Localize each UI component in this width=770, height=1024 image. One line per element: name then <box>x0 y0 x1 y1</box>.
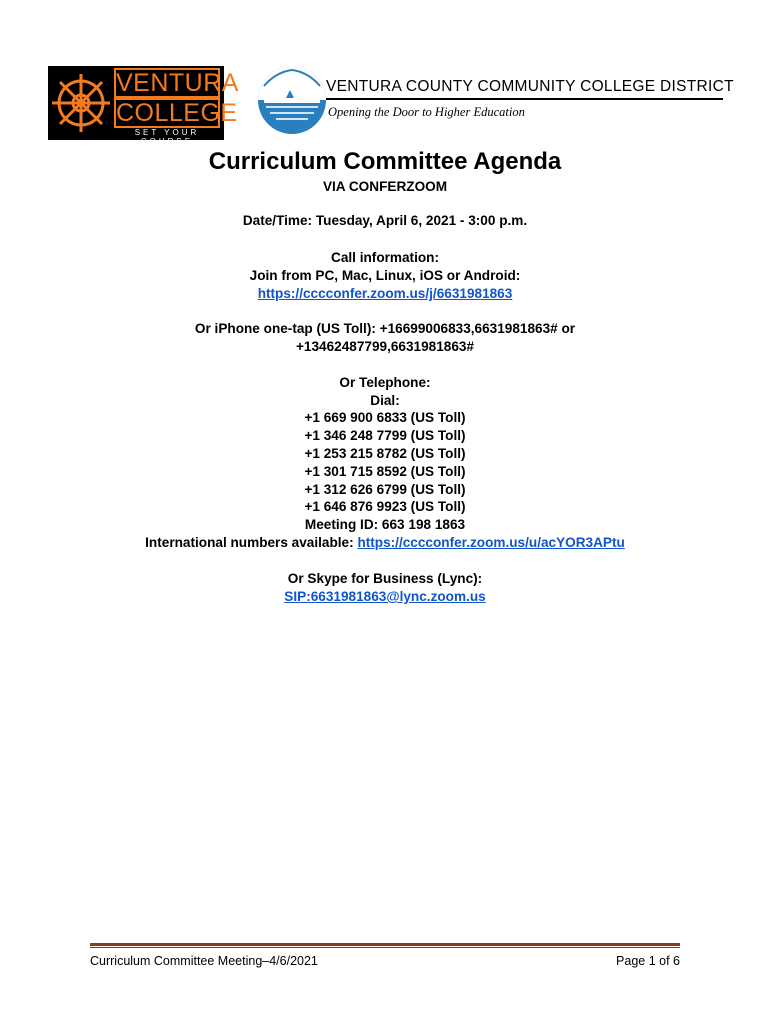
ship-wheel-icon <box>50 68 112 138</box>
international-row <box>0 534 770 552</box>
phone-number: +1 346 248 7799 (US Toll) <box>304 428 466 443</box>
zoom-link-row <box>0 285 770 303</box>
phone-number: +1 253 215 8782 (US Toll) <box>304 446 466 461</box>
sip-link-row <box>0 588 770 606</box>
footer-rule-thin <box>90 947 680 948</box>
district-tagline: Opening the Door to Higher Education <box>328 105 525 119</box>
zoom-meeting-link[interactable]: https://cccconfer.zoom.us/j/6631981863 <box>257 286 513 301</box>
international-label: International numbers available: <box>145 535 354 550</box>
footer-page-number: Page 1 of 6 <box>616 954 680 968</box>
district-seal-icon <box>256 64 328 136</box>
skype-heading: Or Skype for Business (Lync): <box>287 571 483 586</box>
agenda-subtitle: VIA CONFERZOOM <box>322 179 448 194</box>
meeting-id: Meeting ID: 663 198 1863 <box>304 517 466 532</box>
call-info-heading: Call information: <box>331 250 439 265</box>
phone-number: +1 646 876 9923 (US Toll) <box>304 499 466 514</box>
ventura-college-logo <box>48 66 239 146</box>
phone-number: +1 301 715 8592 (US Toll) <box>304 464 466 479</box>
iphone-line-1: Or iPhone one-tap (US Toll): +16699006833,6631981863# or <box>194 321 576 336</box>
district-name: VENTURA COUNTY COMMUNITY COLLEGE DISTRICT <box>326 78 734 95</box>
iphone-line-2: +13462487799,6631981863# <box>295 339 475 354</box>
sip-link[interactable]: SIP:6631981863@lync.zoom.us <box>284 589 486 604</box>
meeting-datetime: Date/Time: Tuesday, April 6, 2021 - 3:00 p.m. <box>242 213 528 228</box>
footer-meeting-label: Curriculum Committee Meeting–4/6/2021 <box>90 954 318 968</box>
phone-number: +1 312 626 6799 (US Toll) <box>304 482 466 497</box>
logo-tagline: SET YOUR COURSE <box>134 128 200 146</box>
footer-rule <box>90 943 680 946</box>
telephone-heading: Or Telephone: <box>339 375 431 390</box>
district-divider <box>326 98 723 100</box>
phone-number: +1 669 900 6833 (US Toll) <box>304 410 466 425</box>
agenda-title: Curriculum Committee Agenda <box>208 148 562 175</box>
logo-word-college: COLLEGE <box>116 99 238 127</box>
join-line: Join from PC, Mac, Linux, iOS or Android: <box>249 268 521 283</box>
logo-word-ventura: VENTURA <box>116 69 239 97</box>
dial-label: Dial: <box>370 393 400 408</box>
international-numbers-link[interactable]: https://cccconfer.zoom.us/u/acYOR3APtu <box>357 535 625 550</box>
